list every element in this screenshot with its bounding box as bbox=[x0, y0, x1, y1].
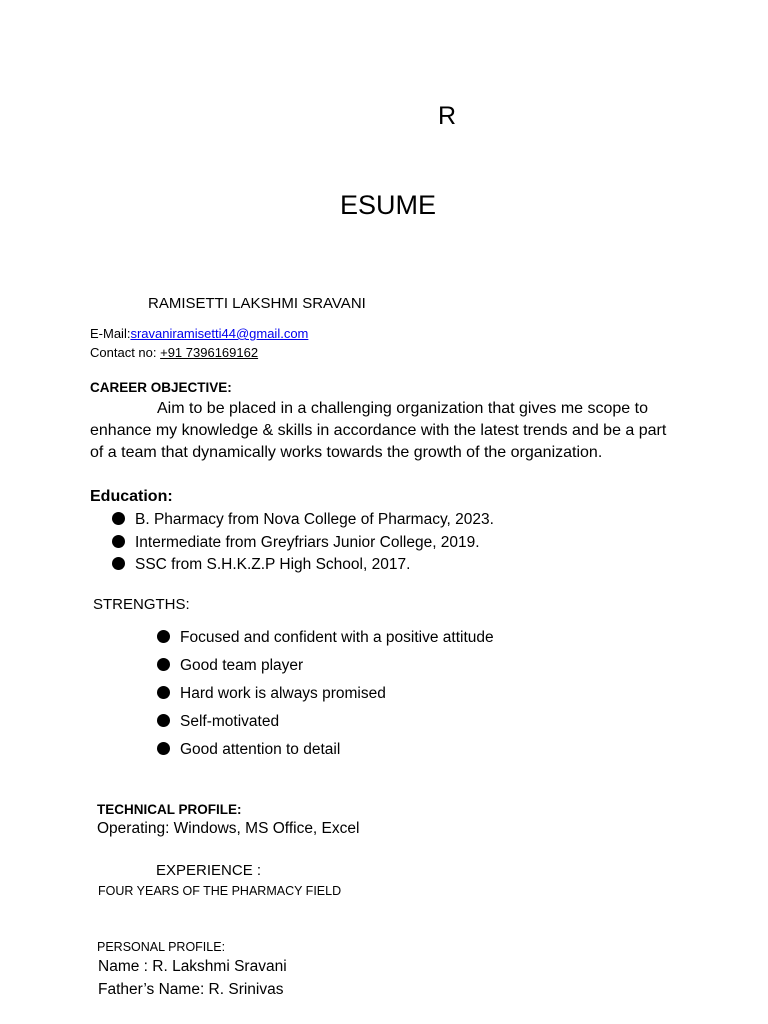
list-item bbox=[112, 554, 494, 577]
career-objective-text: Aim to be placed in a challenging organization that gives me scope to enhance my knowledge & skills in accordance with the latest trends and be a part of a team that dynamically works towards the growth of the organization. bbox=[90, 400, 667, 461]
email-label: E-Mail: bbox=[90, 326, 131, 341]
bullet-icon bbox=[112, 512, 125, 525]
experience-text: FOUR YEARS OF THE PHARMACY FIELD bbox=[98, 884, 342, 898]
list-item bbox=[157, 738, 494, 766]
contact-line bbox=[90, 345, 258, 360]
bullet-icon bbox=[157, 742, 170, 755]
resume-title-initial: R bbox=[438, 102, 457, 130]
list-item bbox=[112, 532, 494, 555]
strengths-heading: STRENGTHS: bbox=[93, 596, 190, 613]
education-heading: Education: bbox=[90, 488, 173, 505]
bullet-icon bbox=[157, 686, 170, 699]
email-line bbox=[90, 326, 308, 341]
bullet-icon bbox=[157, 714, 170, 727]
list-item bbox=[157, 654, 494, 682]
personal-profile-heading: PERSONAL PROFILE: bbox=[97, 940, 226, 954]
education-list bbox=[112, 509, 494, 577]
career-objective-heading: CAREER OBJECTIVE: bbox=[90, 380, 232, 395]
bullet-icon bbox=[157, 630, 170, 643]
strengths-list bbox=[157, 626, 494, 766]
list-item bbox=[157, 682, 494, 710]
contact-label: Contact no: bbox=[90, 345, 161, 360]
experience-heading: EXPERIENCE : bbox=[156, 862, 262, 879]
bullet-icon bbox=[157, 658, 170, 671]
bullet-icon bbox=[112, 557, 125, 570]
list-item bbox=[157, 710, 494, 738]
strength-item: Good attention to detail bbox=[180, 741, 341, 758]
candidate-name: RAMISETTI LAKSHMI SRAVANI bbox=[148, 295, 366, 312]
technical-profile-heading: TECHNICAL PROFILE: bbox=[97, 802, 242, 817]
strength-item: Hard work is always promised bbox=[180, 685, 386, 702]
education-item: Intermediate from Greyfriars Junior College, 2019. bbox=[135, 533, 480, 551]
email-link[interactable]: sravaniramisetti44@gmail.com bbox=[130, 326, 309, 341]
personal-name: Name : R. Lakshmi Sravani bbox=[98, 958, 287, 975]
resume-title-rest: ESUME bbox=[340, 190, 437, 220]
technical-profile-text: Operating: Windows, MS Office, Excel bbox=[97, 820, 360, 837]
education-item: SSC from S.H.K.Z.P High School, 2017. bbox=[135, 556, 411, 573]
phone-number[interactable]: +91 7396169162 bbox=[160, 345, 259, 360]
list-item bbox=[112, 509, 494, 532]
strength-item: Focused and confident with a positive attitude bbox=[180, 629, 494, 646]
bullet-icon bbox=[112, 535, 125, 548]
strength-item: Self-motivated bbox=[180, 713, 280, 730]
personal-father-name: Father’s Name: R. Srinivas bbox=[98, 981, 284, 998]
education-item: B. Pharmacy from Nova College of Pharmacy, 2023. bbox=[135, 511, 494, 528]
list-item bbox=[157, 626, 494, 654]
strength-item: Good team player bbox=[180, 657, 304, 674]
